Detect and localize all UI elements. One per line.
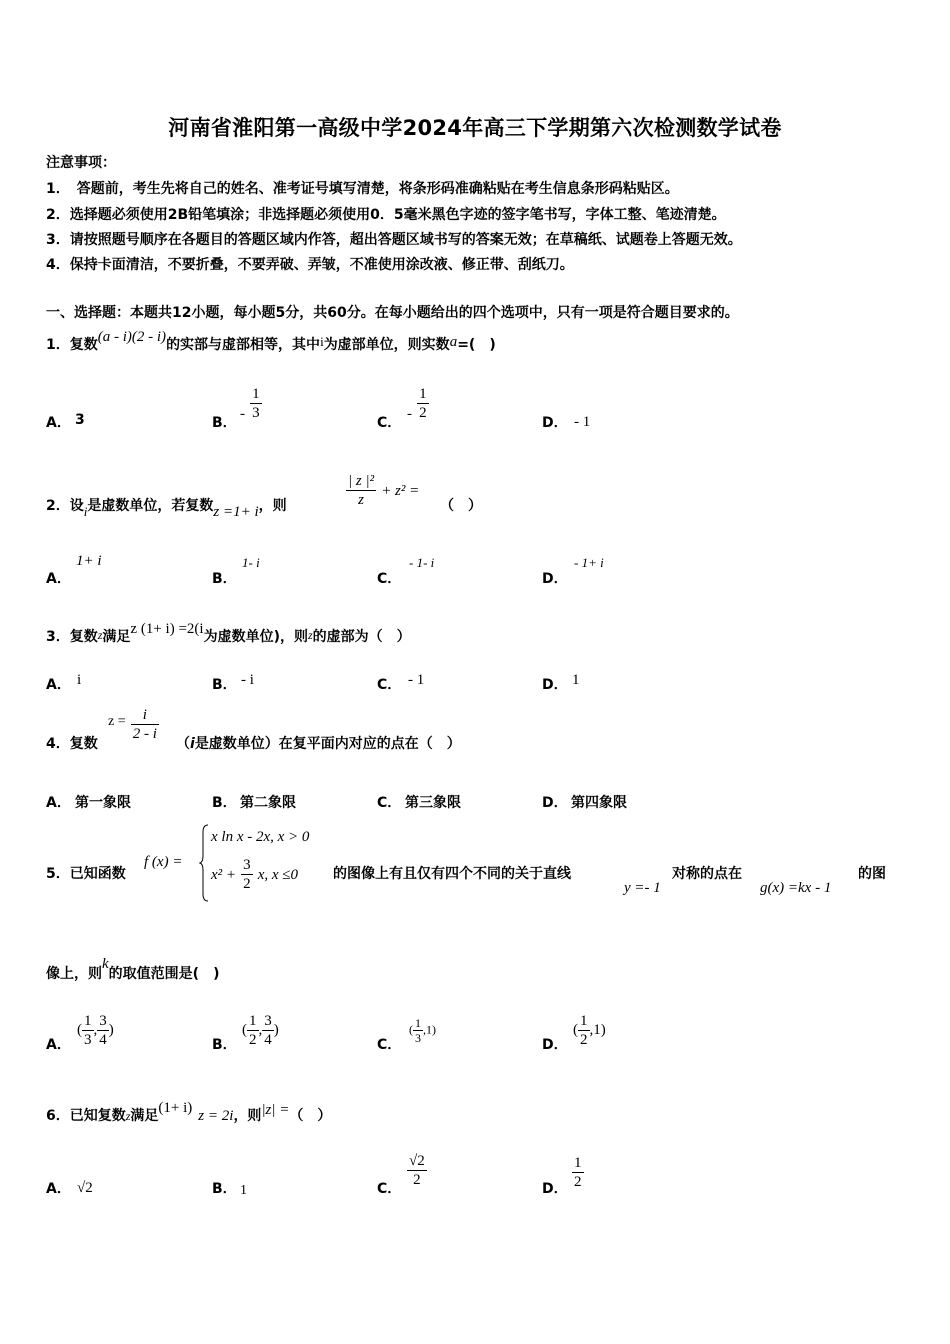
math-symbol: i — [83, 504, 88, 519]
q5-fx — [144, 851, 182, 871]
option-value-c: - 1- i — [409, 555, 435, 570]
question-4 — [46, 733, 98, 753]
q4-expression — [108, 706, 159, 743]
piecewise-case-2 — [211, 856, 298, 893]
fraction-denominator: z — [358, 492, 364, 508]
question-text: 像上，则 — [46, 966, 102, 982]
piecewise-brace-icon — [199, 824, 209, 902]
question-1 — [46, 329, 496, 354]
option-label-a: A． — [46, 795, 71, 811]
section-heading: 一、选择题：本题共12小题，每小题5分，共60分。在每小题给出的四个选项中，只有一项是符合题目要求的。 — [46, 305, 739, 321]
fraction-denominator: 3 — [84, 1032, 92, 1048]
note-item: 3．请按照题号顺序在各题目的答题区域内作答，超出答题区域书写的答案无效；在草稿纸、试题卷上答题无效。 — [46, 232, 742, 248]
math-expression: z =1+ i — [213, 504, 259, 520]
option-value-a: √2 — [77, 1180, 93, 1196]
question-text: 满足 — [130, 1108, 159, 1124]
option-value-c: - 1 — [408, 672, 425, 688]
question-number: 2．设 — [46, 498, 84, 514]
fraction-numerator: √2 — [409, 1153, 425, 1169]
option-label-c: C． — [377, 1037, 402, 1053]
option-label-a: A． — [46, 415, 71, 431]
function-g: g(x) =kx - 1 — [760, 880, 832, 896]
option-label-a: A． — [46, 677, 71, 693]
option-label-d: D． — [542, 1181, 568, 1197]
option-value-d: - 1 — [574, 414, 591, 430]
fraction-denominator: 2 — [243, 876, 251, 892]
option-value-c — [407, 385, 429, 422]
math-expression: z = 2i — [198, 1108, 234, 1124]
question-text: 的图 — [858, 866, 886, 882]
fraction-numerator: 3 — [264, 1013, 272, 1029]
question-text: 是虚数单位，若复数 — [87, 498, 214, 514]
fraction-numerator: 1 — [574, 1155, 582, 1171]
option-value-b: 1- i — [242, 555, 260, 570]
option-value-c — [407, 1152, 427, 1189]
question-text: 的取值范围是( ) — [108, 966, 220, 982]
question-number: 1．复数 — [46, 337, 98, 353]
math-symbol: i — [190, 736, 195, 752]
option-value-d: - 1+ i — [574, 555, 604, 570]
question-text: （ — [176, 736, 190, 752]
question-5 — [46, 863, 126, 883]
fraction-numerator: 1 — [252, 386, 260, 402]
notes-heading: 注意事项： — [46, 155, 116, 171]
option-value-b: 1 — [240, 1183, 247, 1198]
math-symbol: - — [240, 406, 245, 422]
math-symbol: a — [449, 334, 458, 350]
math-expression: f (x) = — [144, 854, 183, 870]
option-value-d: 1 — [572, 672, 580, 688]
math-expression: z = — [108, 714, 126, 729]
fraction-numerator: 1 — [419, 386, 427, 402]
interval-bound: 1 — [593, 1021, 601, 1038]
question-text — [176, 733, 461, 753]
option-value-a: 1+ i — [76, 553, 102, 569]
option-label-d: D． — [542, 677, 568, 693]
math-symbol: z — [307, 628, 313, 642]
option-value-c: 第三象限 — [405, 795, 461, 811]
option-value-d: 第四象限 — [571, 795, 627, 811]
question-2 — [46, 495, 287, 520]
question-text: 是虚数单位）在复平面内对应的点在（ ） — [194, 736, 461, 752]
fraction-numerator: | z |² — [348, 473, 375, 489]
option-label-d: D． — [542, 571, 568, 587]
fraction-denominator: 2 — [580, 1032, 588, 1048]
question-text: 为虚部单位，则实数 — [323, 337, 450, 353]
math-expression: x² + — [211, 867, 237, 883]
math-expression: (a - i)(2 - i) — [97, 329, 167, 345]
question-6 — [46, 1100, 332, 1125]
page-title: 河南省淮阳第一高级中学2024年高三下学期第六次检测数学试卷 — [168, 116, 782, 140]
option-label-c: C． — [377, 1181, 402, 1197]
math-expression: x, x ≤0 — [257, 867, 299, 883]
math-expression: + z² = — [381, 483, 420, 499]
fraction-denominator: 2 — [574, 1174, 582, 1190]
math-expression: |z| = — [261, 1102, 290, 1118]
option-value-b — [240, 385, 262, 422]
note-item: 2．选择题必须使用2B铅笔填涂；非选择题必须使用0．5毫米黑色字迹的签字笔书写，字体工整、笔迹清楚。 — [46, 207, 726, 223]
option-value-b: - i — [241, 672, 254, 688]
option-label-c: C． — [377, 571, 402, 587]
option-value-d — [572, 1154, 584, 1191]
option-value-a: 3 — [75, 412, 85, 428]
option-label-a: A． — [46, 571, 71, 587]
option-label-d: D． — [542, 1037, 568, 1053]
question-text: 对称的点在 — [672, 866, 742, 882]
math-symbol: - — [407, 406, 412, 422]
math-expression: x ln x - 2x, x > 0 — [211, 829, 310, 845]
option-label-d: D． — [542, 795, 568, 811]
fraction-numerator: 3 — [243, 857, 251, 873]
fraction-denominator: 2 — [249, 1032, 257, 1048]
question-text: 满足 — [102, 629, 131, 645]
question-text: =( ) — [457, 337, 496, 353]
fraction-denominator: 4 — [264, 1032, 272, 1048]
fraction-denominator: 2 - i — [132, 726, 157, 742]
question-3 — [46, 621, 411, 646]
fraction-numerator: 1 — [249, 1013, 257, 1029]
question-text: （ ） — [440, 498, 482, 514]
fraction-numerator: 1 — [580, 1013, 588, 1029]
option-label-b: B． — [212, 1037, 237, 1053]
fraction-denominator: 2 — [419, 405, 427, 421]
fraction-numerator: 1 — [84, 1013, 92, 1029]
question-text: ，则 — [258, 498, 287, 514]
math-symbol: z — [125, 1109, 131, 1123]
option-label-a: A． — [46, 1181, 71, 1197]
fraction-denominator: 3 — [252, 405, 260, 421]
option-label-d: D． — [542, 415, 568, 431]
question-number: 3．复数 — [46, 629, 98, 645]
q2-expression — [346, 472, 419, 509]
fraction-denominator: 4 — [99, 1032, 107, 1048]
option-label-c: C． — [377, 415, 402, 431]
note-item: 4．保持卡面清洁，不要折叠，不要弄破、弄皱，不准使用涂改液、修正带、刮纸刀。 — [46, 257, 574, 273]
fraction-denominator: 2 — [413, 1172, 421, 1188]
note-item: 1． 答题前，考生先将自己的姓名、准考证号填写清楚，将条形码准确粘贴在考生信息条形码粘贴区。 — [46, 181, 679, 197]
option-value-d: ( $\frac{1}{2}$ ,1) — [573, 1013, 606, 1048]
option-label-c: C． — [377, 677, 402, 693]
question-number: 5．已知函数 — [46, 866, 126, 882]
fraction-numerator: 3 — [99, 1013, 107, 1029]
question-text: 为虚数单位)，则 — [203, 629, 308, 645]
question-number: 4．复数 — [46, 736, 98, 752]
question-text: （ ） — [289, 1108, 332, 1124]
question-text: 的实部与虚部相等，其中 — [166, 337, 321, 353]
math-expression: z (1+ i) =2(i — [130, 621, 204, 637]
option-label-b: B． — [212, 415, 237, 431]
option-value-a: i — [77, 672, 82, 688]
math-symbol: i — [320, 334, 324, 349]
question-text: 的图像上有且仅有四个不同的关于直线 — [333, 866, 571, 882]
question-5-continued — [46, 956, 220, 983]
piecewise-case-1 — [211, 826, 309, 846]
option-label-b: B． — [212, 571, 237, 587]
question-text: 的虚部为（ ） — [312, 629, 411, 645]
option-value-b: ( $\frac{1}{2}$ , $\frac{3}{4}$ ) — [242, 1013, 279, 1048]
option-value-b: 第二象限 — [240, 795, 296, 811]
option-label-b: B． — [212, 677, 237, 693]
option-label-c: C． — [377, 795, 402, 811]
option-value-a: 第一象限 — [75, 795, 131, 811]
math-symbol: z — [97, 628, 103, 642]
fraction-numerator: i — [131, 706, 159, 725]
question-number: 6．已知复数 — [46, 1108, 126, 1124]
math-symbol: k — [102, 956, 109, 972]
math-expression: (1+ i) — [158, 1100, 193, 1116]
option-label-b: B． — [212, 1181, 237, 1197]
option-value-c: ( $\frac{1}{3}$ ,1) — [409, 1016, 436, 1045]
option-label-b: B． — [212, 795, 237, 811]
fraction-numerator: 1 — [415, 1016, 421, 1030]
fraction-denominator: 3 — [415, 1031, 421, 1045]
line-equation: y =- 1 — [624, 880, 661, 896]
option-value-a: ( $\frac{1}{3}$ , $\frac{3}{4}$ ) — [77, 1013, 114, 1048]
question-text: ，则 — [233, 1108, 262, 1124]
option-label-a: A． — [46, 1037, 71, 1053]
interval-bound: 1 — [426, 1022, 432, 1037]
